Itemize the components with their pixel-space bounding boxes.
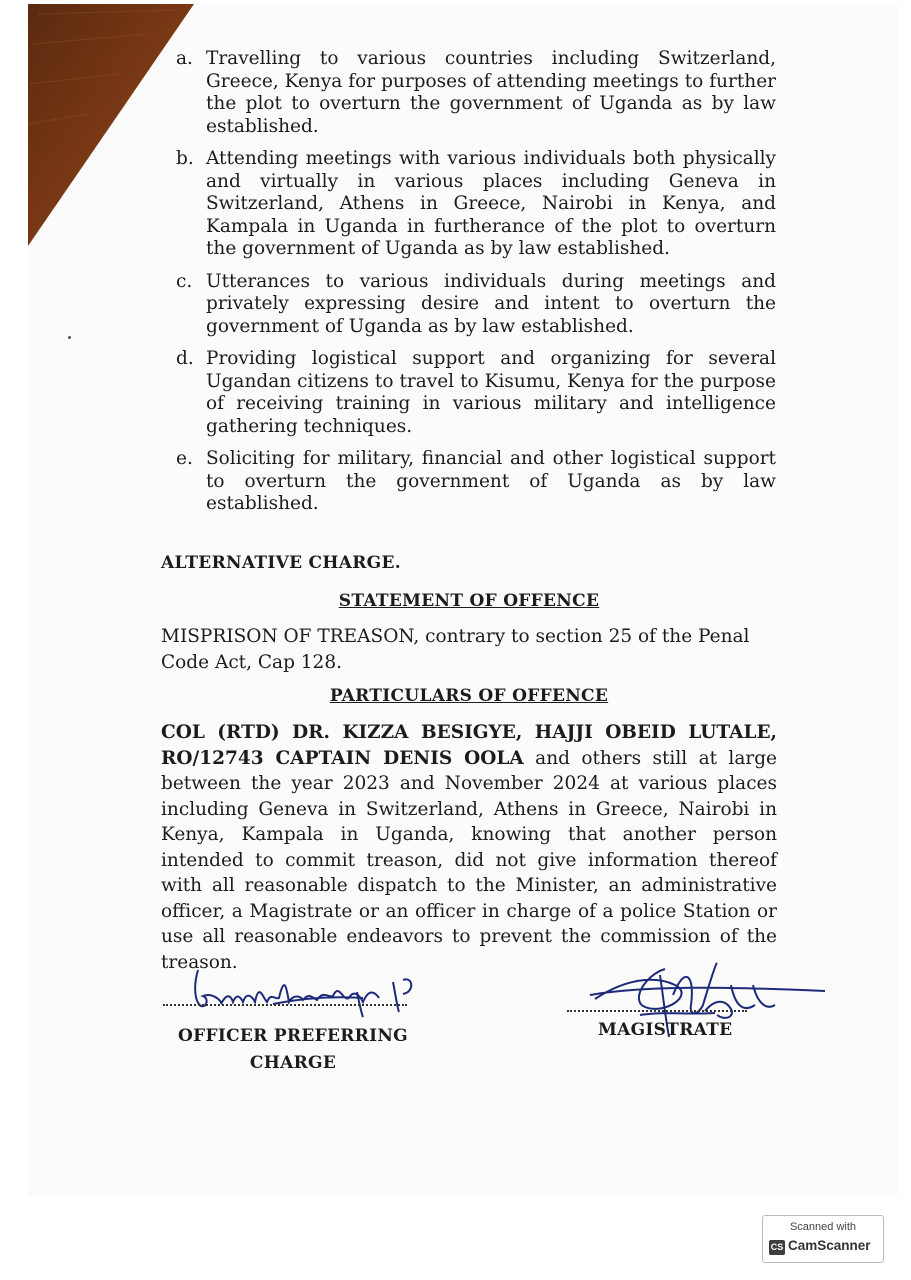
statement-of-offence-heading: STATEMENT OF OFFENCE	[338, 591, 600, 611]
wooden-table-corner	[28, 4, 198, 249]
list-marker: a.	[176, 48, 193, 69]
list-item	[176, 348, 776, 438]
list-item-text: Utterances to various individuals during meetings and privately expressing desire and intent to overturn the government of Uganda as by law established.	[206, 270, 776, 337]
list-item-text: Providing logistical support and organizing for several Ugandan citizens to travel to Kisumu, Kenya for the purpose of receiving training in various military and intelligence gathering techniques.	[206, 348, 776, 437]
officer-signature-line	[163, 1004, 407, 1006]
particulars-body: and others still at large between the year 2023 and November 2024 at various places including Geneva in Switzerland, Athens in Greece, Nairobi in Kenya, Kampala in Uganda, knowing that another person intended to commit treason, did not give information thereof with all reasonable dispatch to the Minister, an administrative officer, a Magistrate or an officer in charge of a police Station or use all reasonable endeavors to prevent the commission of the treason.	[161, 747, 777, 973]
alternative-charge-heading: ALTERNATIVE CHARGE.	[161, 553, 401, 573]
watermark-app-name: CamScanner	[788, 1238, 871, 1253]
statement-of-offence-text: MISPRISON OF TREASON, contrary to section 25 of the Penal Code Act, Cap 128.	[161, 626, 750, 673]
camscanner-logo-icon: CS	[769, 1240, 785, 1255]
officer-label-line2: CHARGE	[249, 1053, 337, 1073]
watermark-scanned-with: Scanned with	[789, 1221, 857, 1233]
charge-particulars-list	[176, 48, 776, 526]
officer-preferring-charge-label	[163, 1023, 423, 1077]
list-marker: c.	[176, 270, 193, 292]
officer-signature	[163, 962, 413, 1022]
list-item-text: Soliciting for military, financial and other logistical support to overturn the government of Uganda as by law established.	[206, 448, 776, 514]
list-item-text: Attending meetings with various individuals both physically and virtually in various places including Geneva in Switzerland, Athens in Greece, Nairobi in Kenya, and Kampala in Uganda in furtherance of the plot to overturn the government of Uganda as by law established.	[206, 148, 776, 259]
particulars-of-offence-text	[161, 720, 777, 975]
list-item	[176, 148, 776, 261]
scan-speck	[68, 336, 71, 339]
magistrate-label: MAGISTRATE	[598, 1020, 733, 1040]
magistrate-signature-line	[567, 1010, 747, 1012]
list-item-text: Travelling to various countries including Switzerland, Greece, Kenya for purposes of attending meetings to further the plot to overturn the government of Uganda as by law established.	[206, 48, 776, 137]
officer-label-line1: OFFICER PREFERRING	[178, 1026, 408, 1046]
list-item	[176, 48, 776, 138]
list-item	[176, 271, 776, 339]
accused-names: COL (RTD) DR. KIZZA BESIGYE, HAJJI OBEID LUTALE, RO/12743 CAPTAIN DENIS OOLA	[161, 722, 777, 769]
camscanner-watermark	[762, 1215, 884, 1263]
list-marker: b.	[176, 148, 194, 169]
particulars-of-offence-heading: PARTICULARS OF OFFENCE	[329, 686, 609, 706]
list-marker: d.	[176, 348, 194, 369]
list-marker: e.	[176, 448, 193, 469]
list-item	[176, 448, 776, 516]
